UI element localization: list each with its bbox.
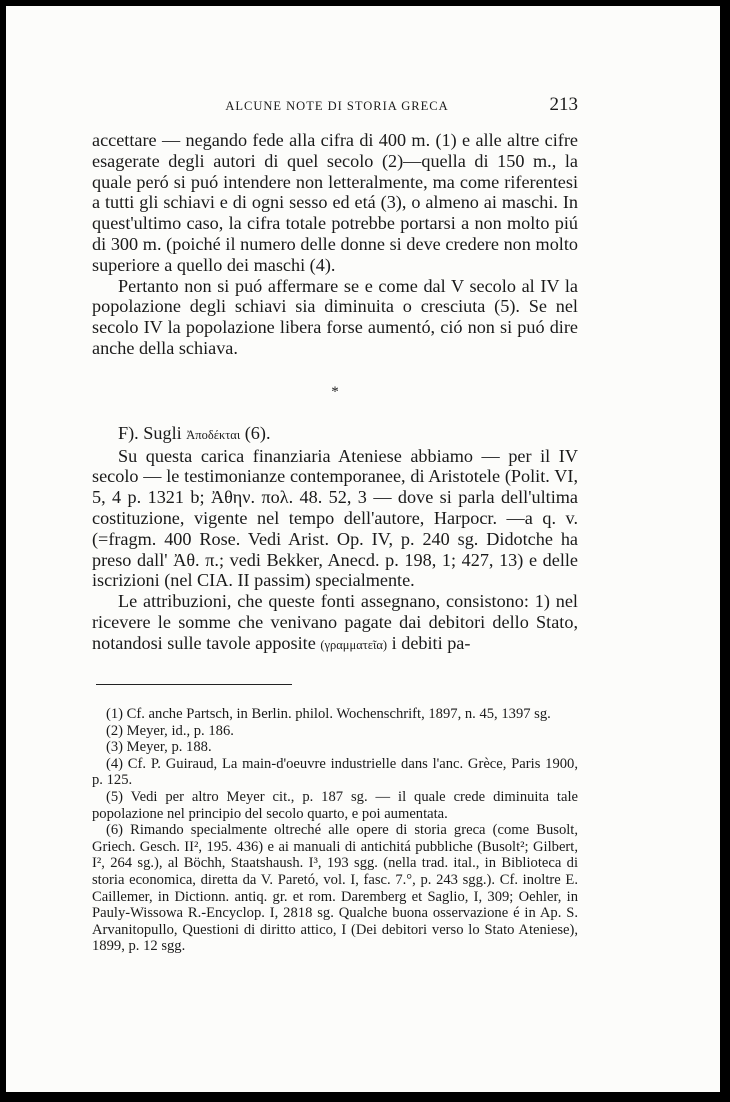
running-title: ALCUNE NOTE DI STORIA GRECA [225,99,449,113]
footnote-rule [96,684,292,685]
greek-term: (γραμματεῖα) [320,637,388,652]
footnote: (1) Cf. anche Partsch, in Berlin. philol. Wochenschrift, 1897, n. 45, 1397 sg. [106,706,551,722]
section-separator-asterisk: * [331,383,339,400]
footnote: (3) Meyer, p. 188. [106,739,212,756]
page-number: 213 [549,94,578,115]
paragraph: Su questa carica finanziaria Ateniese abbiamo — per il IV secolo — le testimonianze contemporanee, di Aristotele (Polit. VI, 5, 4 p. 1321 b; Ἀθην. πολ. 48. 52, 3 — dove si parla dell'ultima costituzione, vigente nel tempo dell'autore, Harpocr. —a q. v. (=fragm. 400 Rose. Vedi Arist. Op. IV, p. 240 sg. Didotche ha preso dall' Ἀθ. π.; vedi Bekker, Anecd. p. 198, 1; 427, 13) e delle iscrizioni (nel CIA. II passim) specialmente. [92,445,578,591]
book-page [6,6,720,1092]
section-label: F). Sugli [118,422,182,443]
footnote: (6) Rimando specialmente oltreché alle opere di storia greca (come Busolt, Griech. Gesch. II², 195. 436) e ai manuali di antichitá pubbliche (Busolt²; Gilbert, I², 264 sg.), al Böchh, Staatshaush. I³, 193 sgg. (nella trad. ital., in Biblioteca di storia economica, diretta da V. Paretó, vol. I, fasc. 7.°, p. 243 sgg.). Cf. inoltre E. Caillemer, in Dictionn. antiq. gr. et rom. Daremberg et Saglio, I, 309; Oehler, in Pauly-Wissowa R.-Encyclop. I, 2818 sg. Qualche buona osservazione é in Ap. S. Arvanitopullo, Questioni di diritto attico, I (Dei debitori verso lo Stato Ateniese), 1899, p. 12 sgg. [92,822,578,955]
page-header [96,94,578,118]
footnote-ref: (6). [244,422,271,443]
main-text [92,130,578,656]
section-heading [92,423,578,446]
footnote: (5) Vedi per altro Meyer cit., p. 187 sg. — il quale crede diminuita tale popolazione nel principio del secolo quarto, e poi aumentata. [92,788,578,822]
paragraph-text: i debiti pa- [391,632,471,653]
paragraph-text: Le attribuzioni, che queste fonti assegnano, consistono: 1) nel ricevere le somme che venivano pagate dai debitori dello Stato, notandosi sulle tavole apposite [92,591,578,653]
section-greek-term: Ἀποδέκται [186,427,241,442]
footnote: (4) Cf. P. Guiraud, La main-d'oeuvre industrielle dans l'anc. Grèce, Paris 1900, p. 125. [92,755,578,789]
paragraph: accettare — negando fede alla cifra di 400 m. (1) e alle altre cifre esagerate degli autori di quel secolo (2)—quella di 150 m., la quale peró si puó intendere non letteralmente, ma come riferentesi a tutti gli schiavi e di ogni sesso ed etá (3), o almeno ai maschi. In quest'ultimo caso, la cifra totale potrebbe portarsi a non molto piú di 300 m. (poiché il numero delle donne si deve credere non molto superiore a quello dei maschi (4). [92,130,578,275]
footnote: (2) Meyer, id., p. 186. [106,722,234,739]
paragraph [92,591,578,655]
footnotes [92,706,578,955]
paragraph: Pertanto non si puó affermare se e come dal V secolo al IV la popolazione degli schiavi sia diminuita o cresciuta (5). Se nel secolo IV la popolazione libera forse aumentó, ció non si puó dire anche della schiava. [92,275,578,358]
